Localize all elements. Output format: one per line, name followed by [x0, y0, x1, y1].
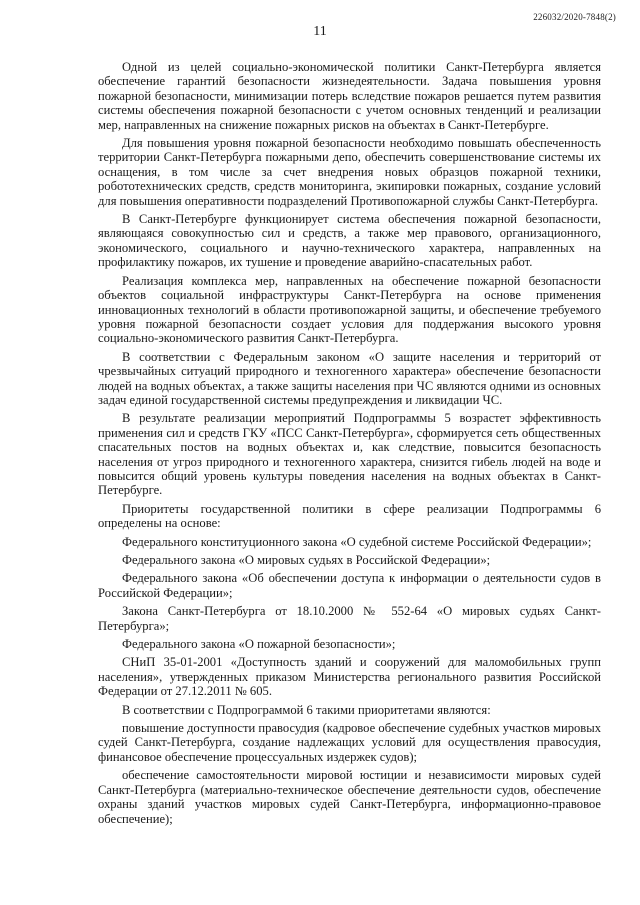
- legal-basis-item: Федерального закона «О мировых судьях в Российской Федерации»;: [122, 553, 491, 567]
- paragraph: В соответствии с Подпрограммой 6 такими приоритетами являются:: [122, 702, 491, 717]
- paragraph: В соответствии с Федеральным законом «О защите населения и территорий от чрезвычайных ситуаций природного и техногенного характера» обеспечение безопасности людей на водных объектах, а также защиты населения при ЧС являются одними из основных задач единой государственной системы предупреждения и ликвидации ЧС.: [98, 349, 601, 407]
- priority-item: повышение доступности правосудия (кадровое обеспечение судебных участков мировых судей Санкт-Петербурга, создание надлежащих условий для осуществления правосудия, финансовое обеспечение процессуальных издержек судов);: [98, 721, 601, 764]
- paragraph: Приоритеты государственной политики в сфере реализации Подпрограммы 6 определены на основе:: [98, 501, 601, 531]
- page-number: 11: [313, 24, 327, 39]
- document-body: [98, 60, 601, 830]
- legal-basis-item: Федерального конституционного закона «О судебной системе Российской Федерации»;: [122, 534, 592, 549]
- legal-basis-item: Федерального закона «Об обеспечении доступа к информации о деятельности судов в Российской Федерации»;: [98, 571, 601, 600]
- paragraph: Для повышения уровня пожарной безопасности необходимо повышать обеспеченность территории Санкт-Петербурга пожарными депо, обеспечить совершенствование системы их оснащения, в том числе за счет внедрения новых образцов пожарной техники, робототехнических средств, средств мониторинга, экипировки пожарных, создание условий для повышения оперативности подразделений Противопожарной службы Санкт-Петербурга.: [98, 136, 601, 208]
- paragraph: В результате реализации мероприятий Подпрограммы 5 возрастет эффективность применения сил и средств ГКУ «ПСС Санкт-Петербурга», сформируется сеть общественных спасательных постов на водных объектах и, как следствие, повысится безопасность населения от угроз природного и техногенного характера, снизится гибель людей на воде и повысится общий уровень культуры поведения населения на водных объектах в Санкт-Петербурге.: [98, 411, 601, 498]
- legal-basis-item: Закона Санкт-Петербурга от 18.10.2000 № 552-64 «О мировых судьях Санкт-Петербурга»;: [98, 604, 601, 633]
- priority-item: обеспечение самостоятельности мировой юстиции и независимости мировых судей Санкт-Петербурга (материально-техническое обеспечение деятельности судов, обеспечение охраны зданий участков мировых судей Санкт-Петербурга, информационно-правовое обеспечение);: [98, 768, 601, 826]
- legal-basis-item: Федерального закона «О пожарной безопасности»;: [122, 637, 396, 652]
- paragraph: Одной из целей социально-экономической политики Санкт-Петербурга является обеспечение гарантий безопасности жизнедеятельности. Задача повышения уровня пожарной безопасности, минимизации потерь вследствие пожаров решается путем развития системы обеспечения пожарной безопасности с учетом основных тенденций и реализации мер, направленных на снижение пожарных рисков на объектах в Санкт-Петербурге.: [98, 60, 601, 132]
- legal-basis-item: СНиП 35-01-2001 «Доступность зданий и сооружений для маломобильных групп населения», утвержденных приказом Министерства регионального развития Российской Федерации от 27.12.2011 № 605.: [98, 655, 601, 699]
- document-registration-number: 226032/2020-7848(2): [533, 12, 616, 22]
- paragraph: В Санкт-Петербурге функционирует система обеспечения пожарной безопасности, являющаяся совокупностью сил и средств, а также мер правового, организационного, экономического, социального и научно-технического характера, направленных на профилактику пожаров, их тушение и проведение аварийно-спасательных работ.: [98, 212, 601, 270]
- paragraph: Реализация комплекса мер, направленных на обеспечение пожарной безопасности объектов социальной инфраструктуры Санкт-Петербурга на основе применения инновационных технологий в области противопожарной защиты, и обеспечение требуемого уровня пожарной безопасности создает условия для поддержания высокого уровня социально-экономического развития Санкт-Петербурга.: [98, 273, 601, 346]
